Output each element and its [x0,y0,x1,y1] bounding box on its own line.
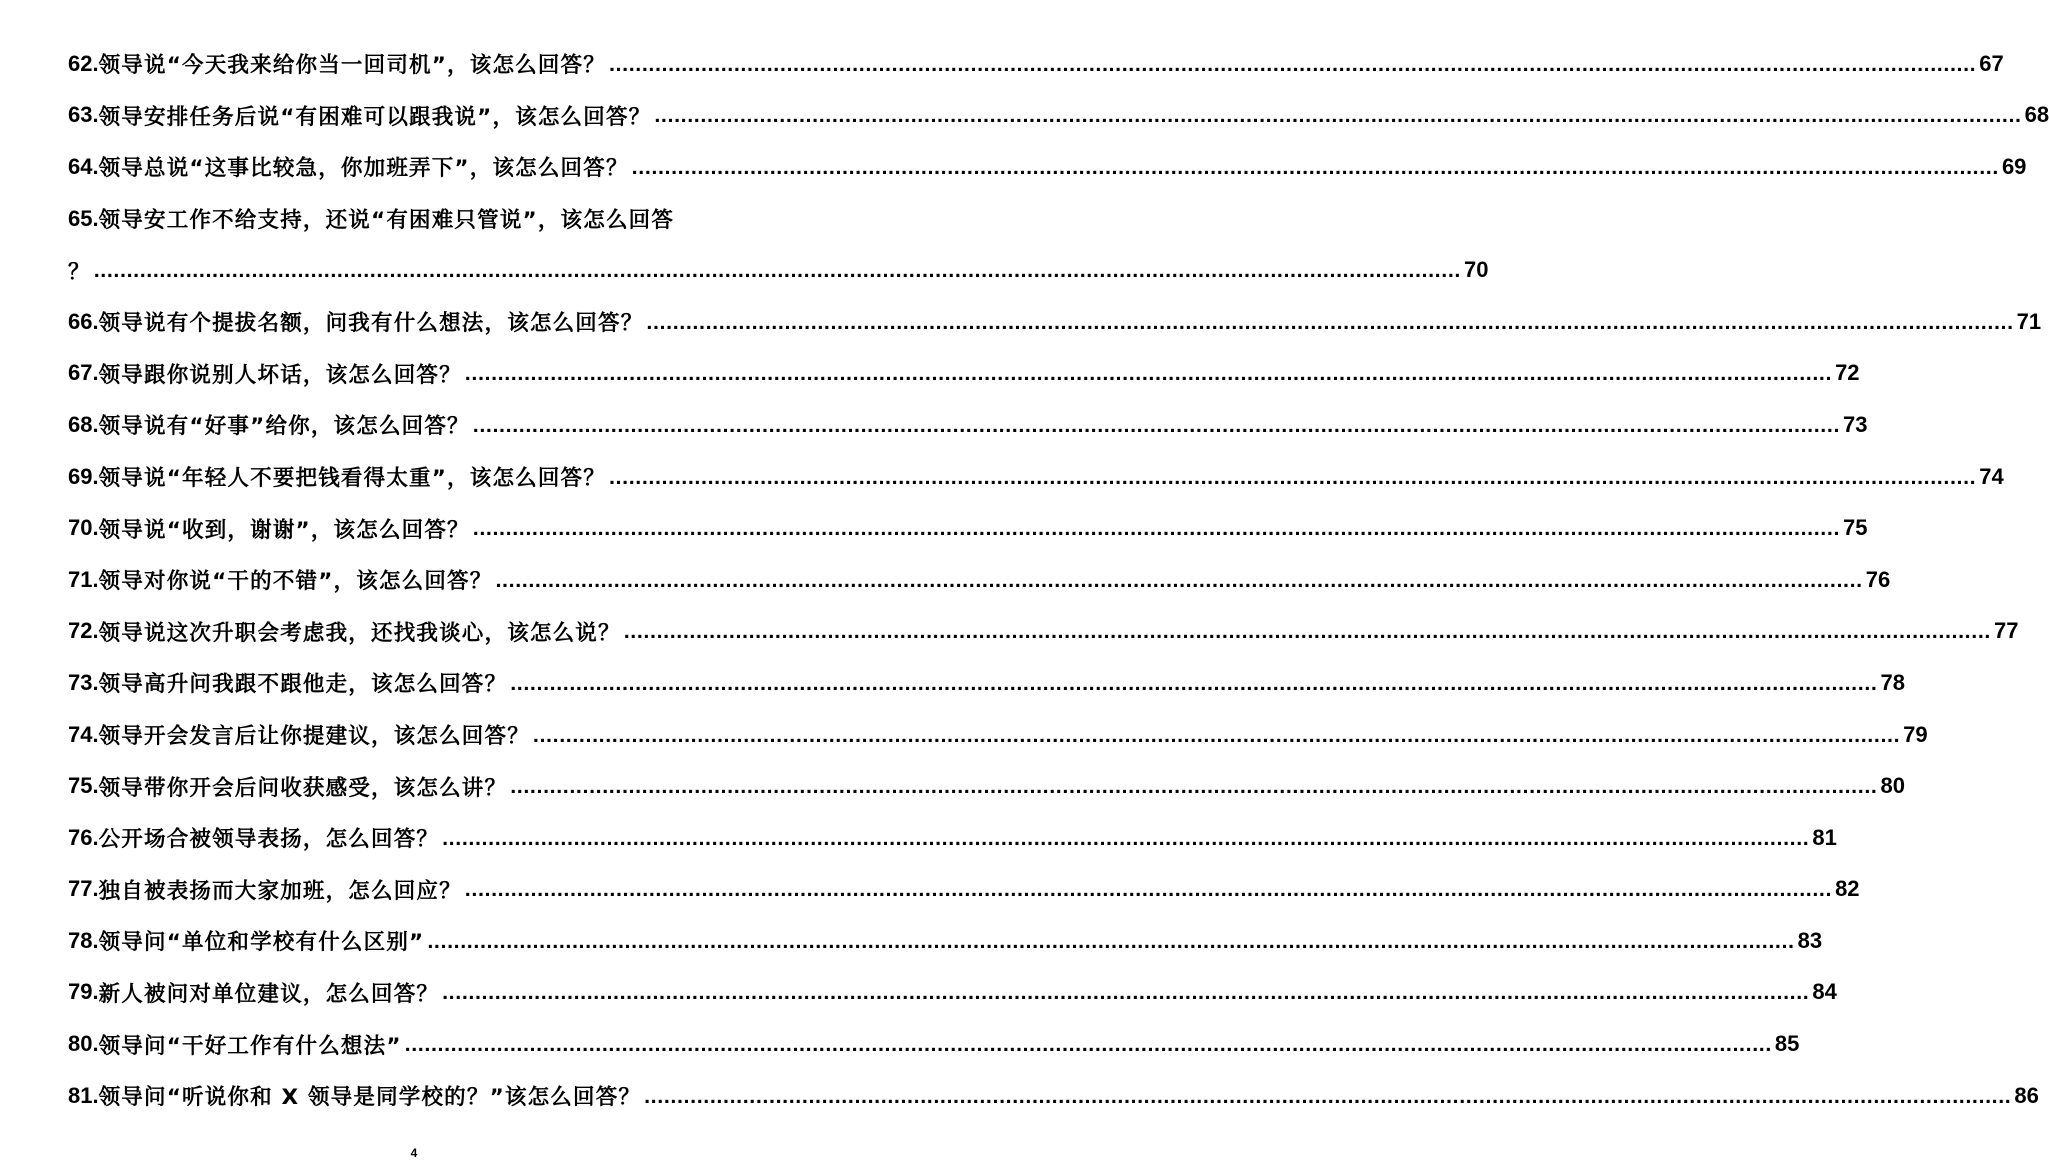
entry-page-number: 83 [1797,927,1823,953]
entry-number: 69. [68,463,99,489]
entry-title: 领导高升问我跟不跟他走，该怎么回答？ [98,672,508,698]
entry-title: 领导说“今天我来给你当一回司机”，该怎么回答？ [98,53,606,79]
dot-leader [495,567,1862,593]
entry-number: 76. [68,824,99,850]
toc-entry-66[interactable] [68,296,2042,348]
entry-title: 独自被表扬而大家加班，怎么回应？ [98,878,462,904]
toc-entry-72[interactable] [68,606,2019,658]
entry-title: 领导问“干好工作有什么想法” [98,1033,402,1059]
dot-leader [427,928,1794,954]
entry-title-continuation: ？ [68,259,91,285]
entry-page-number: 69 [2001,153,2027,179]
entry-title: 领导说这次升职会考虑我，还找我谈心，该怎么说？ [98,620,621,646]
entry-title: 领导说“收到，谢谢”，该怎么回答？ [98,517,470,543]
entry-title: 领导安工作不给支持，还说“有困难只管说”，该怎么回答 [98,208,675,234]
entry-title: 公开场合被领导表扬，怎么回答？ [98,827,440,853]
entry-number: 72. [68,618,99,644]
entry-page-number: 73 [1843,411,1868,437]
toc-entry-70[interactable] [68,502,1868,554]
entry-title: 领导带你开会后问收获感受，该怎么讲？ [98,775,508,801]
toc-entry-65[interactable] [68,193,780,245]
entry-number: 71. [68,566,99,592]
entry-title: 领导安排任务后说“有困难可以跟我说”，该怎么回答？ [98,104,652,130]
entry-page-number: 68 [2024,102,2049,128]
entry-page-number: 72 [1835,360,1860,386]
entry-number: 65. [68,205,99,231]
dot-leader [646,309,2013,335]
entry-title: 领导问“单位和学校有什么区别” [98,930,425,956]
dot-leader [632,154,1999,180]
entry-number: 64. [68,153,99,179]
entry-number: 70. [68,515,99,541]
entry-page-number: 74 [1979,463,2004,489]
dot-leader [609,464,1976,490]
toc-entry-69[interactable] [68,451,2004,503]
entry-number: 77. [68,876,99,902]
entry-title: 领导说有个提拔名额，问我有什么想法，该怎么回答？ [98,311,644,337]
dot-leader [442,979,1809,1005]
entry-title: 领导问“听说你和 X 领导是同学校的？”该怎么回答？ [98,1085,642,1111]
entry-page-number: 85 [1774,1031,1800,1057]
dot-leader [533,722,1900,748]
dot-leader [94,257,1461,283]
entry-page-number: 71 [2016,308,2042,334]
dot-leader [624,618,1991,644]
toc-entry-71[interactable] [68,554,1891,606]
entry-number: 68. [68,411,99,437]
toc-entry-65-continued[interactable] [68,244,1489,296]
entry-number: 78. [68,927,99,953]
entry-title: 新人被问对单位建议，怎么回答？ [98,981,440,1007]
dot-leader [644,1083,2011,1109]
entry-page-number: 82 [1835,876,1860,902]
dot-leader [465,360,1832,386]
entry-number: 73. [68,669,99,695]
entry-number: 62. [68,50,99,76]
entry-number: 79. [68,979,99,1005]
entry-page-number: 75 [1843,515,1868,541]
entry-page-number: 67 [1979,50,2004,76]
toc-entry-73[interactable] [68,657,1905,709]
entry-page-number: 77 [1993,618,2019,644]
toc-entry-81[interactable] [68,1070,2039,1122]
entry-title: 领导对你说“干的不错”，该怎么回答？ [98,569,493,595]
dot-leader [465,876,1832,902]
toc-entry-68[interactable] [68,399,1868,451]
entry-number: 81. [68,1082,99,1108]
entry-title: 领导开会发言后让你提建议，该怎么回答？ [98,724,530,750]
dot-leader [473,515,1840,541]
entry-number: 63. [68,102,99,128]
entry-number: 75. [68,773,99,799]
toc-entry-79[interactable] [68,967,1837,1019]
toc-entry-74[interactable] [68,709,1928,761]
dot-leader [609,51,1976,77]
toc-entry-62[interactable] [68,38,2004,90]
entry-page-number: 80 [1880,773,1905,799]
entry-page-number: 70 [1463,257,1489,283]
entry-title: 领导跟你说别人坏话，该怎么回答？ [98,362,462,388]
page-number: 4 [410,1146,418,1160]
entry-number: 66. [68,308,99,334]
toc-entry-64[interactable] [68,141,2027,193]
toc-entry-76[interactable] [68,812,1837,864]
entry-number: 74. [68,721,99,747]
toc-entry-80[interactable] [68,1018,1800,1070]
entry-page-number: 86 [2014,1082,2039,1108]
toc-entry-67[interactable] [68,348,1860,400]
entry-page-number: 79 [1903,721,1928,747]
entry-number: 80. [68,1031,99,1057]
dot-leader [654,102,2021,128]
entry-page-number: 76 [1865,566,1891,592]
entry-page-number: 84 [1812,979,1837,1005]
entry-title: 领导说有“好事”给你，该怎么回答？ [98,414,470,440]
dot-leader [473,412,1840,438]
entry-title: 领导说“年轻人不要把钱看得太重”，该怎么回答？ [98,466,606,492]
dot-leader [405,1031,1772,1057]
toc-entry-63[interactable] [68,90,2049,142]
entry-title: 领导总说“这事比较急，你加班弄下”，该怎么回答？ [98,156,629,182]
dot-leader [510,773,1877,799]
entry-page-number: 78 [1880,669,1905,695]
dot-leader [442,825,1809,851]
toc-entry-78[interactable] [68,915,1823,967]
table-of-contents [68,38,2049,1121]
toc-entry-75[interactable] [68,760,1905,812]
dot-leader [510,670,1877,696]
entry-page-number: 81 [1812,824,1837,850]
toc-entry-77[interactable] [68,864,1860,916]
entry-number: 67. [68,360,99,386]
